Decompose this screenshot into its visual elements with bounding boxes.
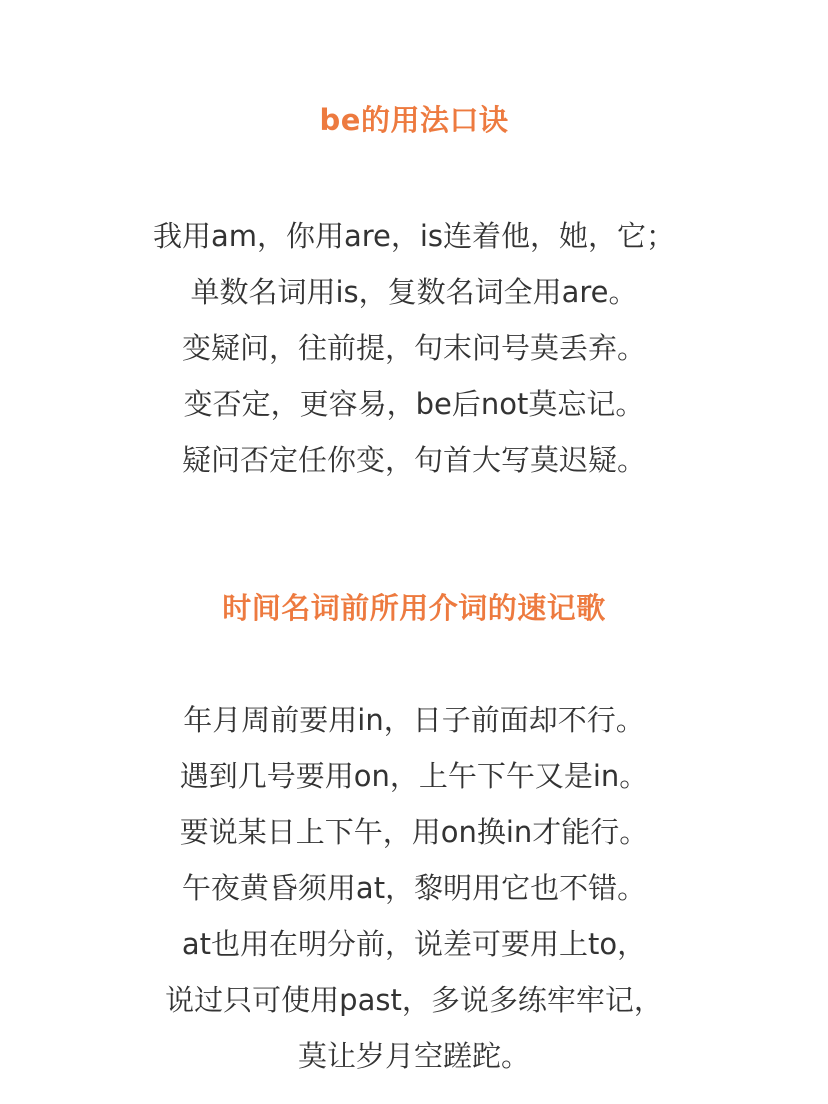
be-usage-section (0, 100, 828, 488)
rhyme-line: 疑问否定任你变，句首大写莫迟疑。 (181, 443, 646, 477)
rhyme-line: 年月周前要用in，日子前面却不行。 (183, 703, 645, 737)
rhyme-line: 变否定，更容易，be后not莫忘记。 (183, 387, 645, 421)
rhyme-line: 莫让岁月空蹉跎。 (297, 1039, 530, 1073)
rhyme-line: 要说某日上下午，用on换in才能行。 (179, 815, 649, 849)
rhyme-line: 遇到几号要用on，上午下午又是in。 (179, 759, 649, 793)
rhyme-lines (0, 692, 828, 1084)
rhyme-line: 午夜黄昏须用at，黎明用它也不错。 (181, 871, 647, 905)
rhyme-line: 说过只可使用past，多说多练牢牢记， (165, 983, 663, 1017)
rhyme-line: 变疑问，往前提，句末问号莫丢弃。 (181, 331, 646, 365)
section-title: 时间名词前所用介词的速记歌 (222, 591, 606, 625)
rhyme-line: at也用在明分前，说差可要用上to， (181, 927, 647, 961)
time-preposition-section (0, 588, 828, 1084)
rhyme-line: 单数名词用is，复数名词全用are。 (190, 275, 638, 309)
section-title: be的用法口诀 (319, 103, 509, 137)
rhyme-line: 我用am，你用are，is连着他，她，它； (152, 219, 676, 253)
rhyme-lines (0, 208, 828, 488)
